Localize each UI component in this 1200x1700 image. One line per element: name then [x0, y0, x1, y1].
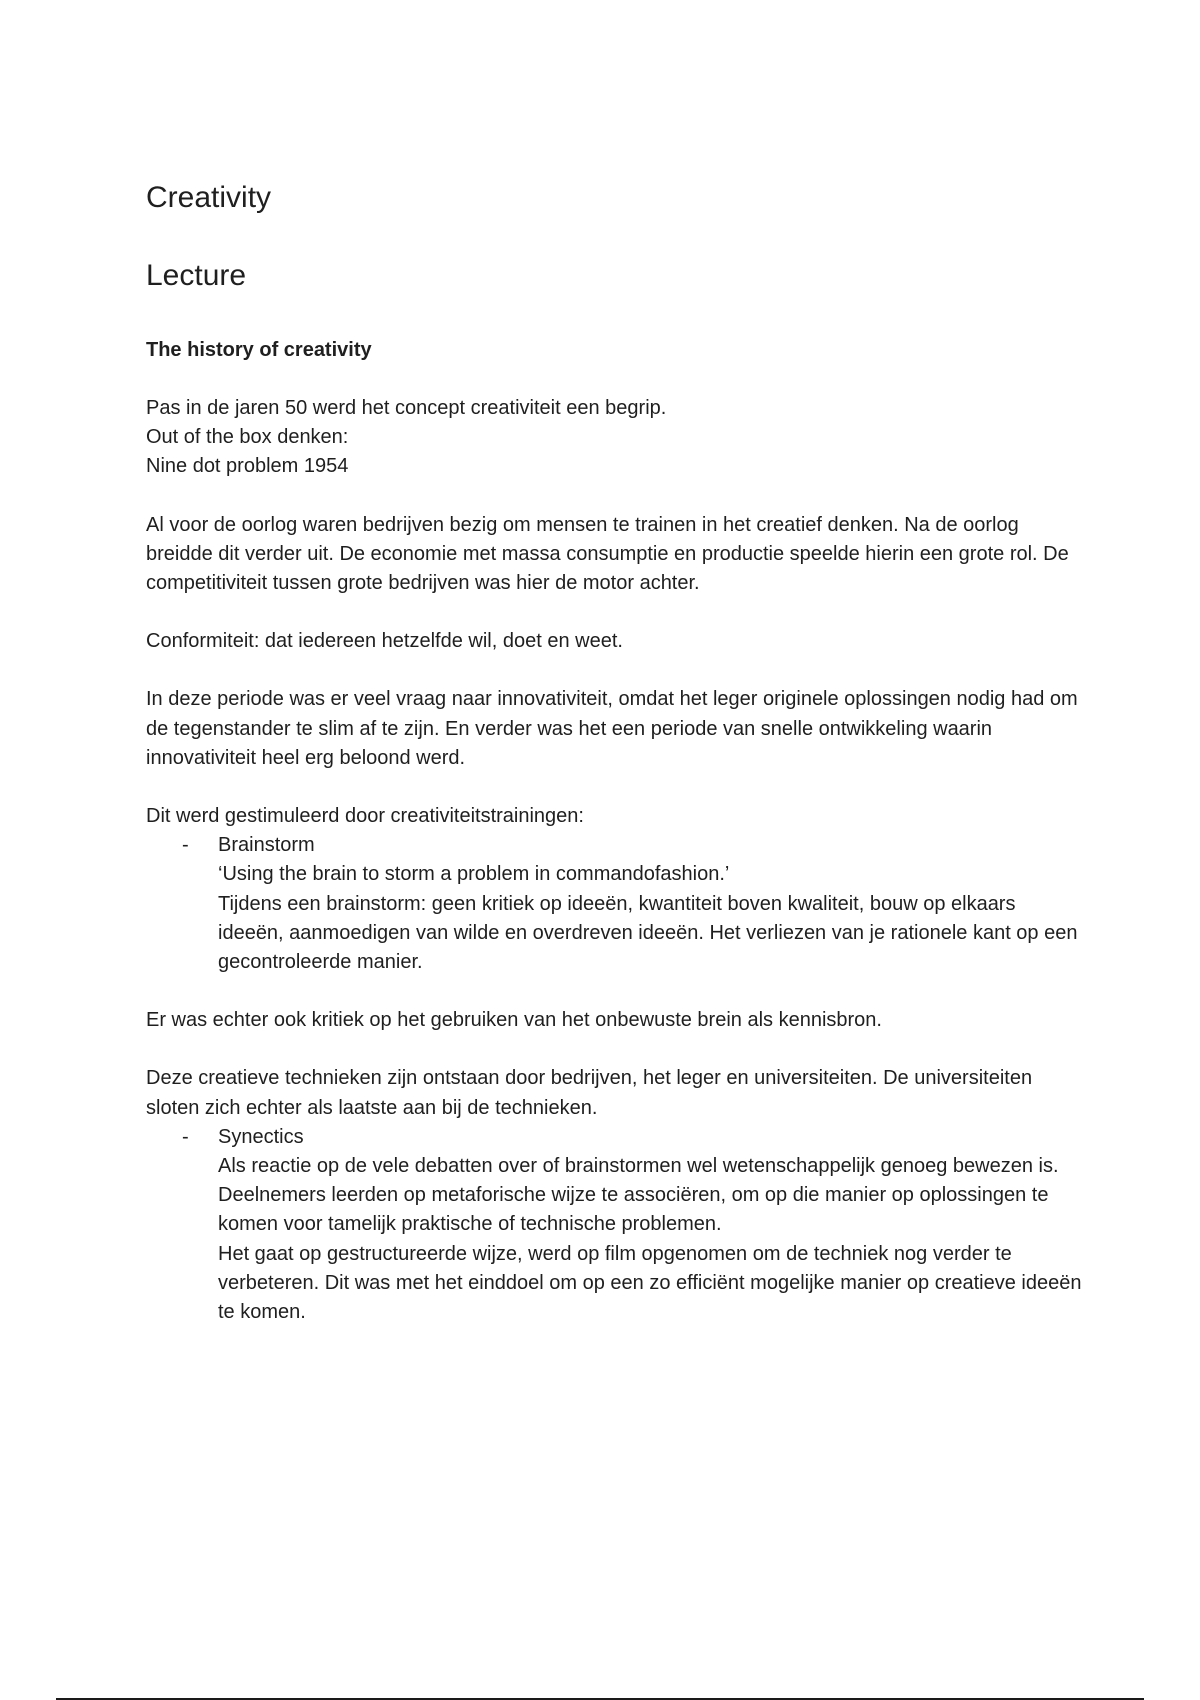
document-subtitle: Lecture: [146, 259, 247, 292]
dash-bullet: -: [182, 1125, 189, 1148]
intro-line: Pas in de jaren 50 werd het concept creativiteit een begrip.: [146, 397, 667, 419]
paragraph-innovation: In deze periode was er veel vraag naar innovativiteit, omdat het leger originele oplossingen nodig had om de tegenstander te slim af te zijn. En verder was het een periode van snelle ontwikkeling waarin innovativiteit heel erg beloond werd.: [146, 688, 1078, 769]
list-item-brainstorm: [146, 831, 1086, 977]
brainstorm-list: [146, 831, 1086, 977]
intro-line: Out of the box denken:: [146, 426, 349, 449]
paragraph-trainings: Dit werd gestimuleerd door creativiteitstrainingen:: [146, 805, 584, 828]
synectics-text-3: Het gaat op gestructureerde wijze, werd op film opgenomen om de techniek nog verder te verbeteren. Dit was met het einddoel om op een zo efficiënt mogelijke manier op creatieve ideeën te komen.: [218, 1242, 1082, 1324]
paragraph-critique: Er was echter ook kritiek op het gebruiken van het onbewuste brein als kennisbron.: [146, 1009, 882, 1032]
paragraph-war: Al voor de oorlog waren bedrijven bezig om mensen te trainen in het creatief denken. Na de oorlog breidde dit verder uit. De economie met massa consumptie en productie speelde hierin een grote rol. De competitiviteit tussen grote bedrijven was hier de motor achter.: [146, 513, 1069, 595]
synectics-text-1: Als reactie op de vele debatten over of brainstormen wel wetenschappelijk genoeg bewezen is.: [218, 1155, 1059, 1178]
synectics-text-2: Deelnemers leerden op metaforische wijze te associëren, om op die manier op oplossingen te komen voor tamelijk praktische of technische problemen.: [218, 1184, 1049, 1236]
paragraph-conformity: Conformiteit: dat iedereen hetzelfde wil, doet en weet.: [146, 630, 623, 653]
document-page: [146, 178, 1086, 1327]
synectics-list: [146, 1123, 1086, 1327]
intro-line: Nine dot problem 1954: [146, 455, 349, 478]
brainstorm-quote: ‘Using the brain to storm a problem in commandofashion.’: [218, 863, 730, 886]
paragraph-origin: Deze creatieve technieken zijn ontstaan door bedrijven, het leger en universiteiten. De universiteiten sloten zich echter als laatste aan bij de technieken.: [146, 1067, 1033, 1119]
dash-bullet: -: [182, 834, 189, 857]
section-heading: The history of creativity: [146, 339, 372, 361]
brainstorm-text: Tijdens een brainstorm: geen kritiek op ideeën, kwantiteit boven kwaliteit, bouw op elkaars ideeën, aanmoedigen van wilde en overdreven ideeën. Het verliezen van je rationele kant op een gecontroleerde manier.: [218, 892, 1078, 974]
brainstorm-title: Brainstorm: [218, 834, 315, 857]
intro-paragraph: [146, 394, 1086, 482]
list-item-synectics: [146, 1123, 1086, 1327]
document-title: Creativity: [146, 181, 272, 214]
synectics-title: Synectics: [218, 1125, 304, 1148]
